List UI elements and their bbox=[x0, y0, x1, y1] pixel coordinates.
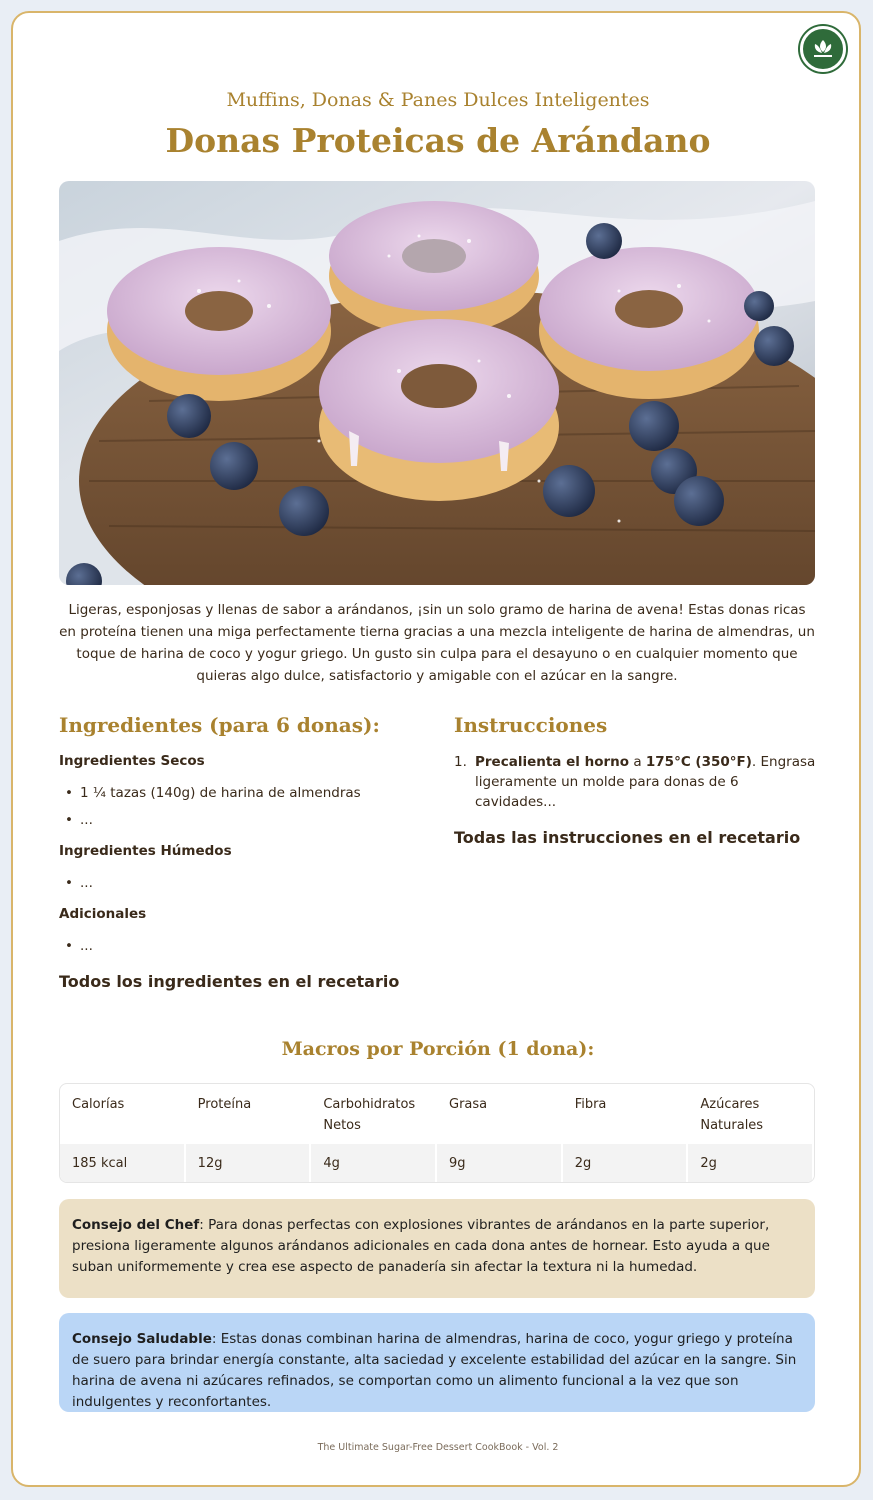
table-cell: 2g bbox=[688, 1144, 814, 1183]
brand-logo bbox=[800, 26, 846, 72]
ingredients-section bbox=[59, 713, 419, 991]
macros-heading: Macros por Porción (1 dona): bbox=[281, 1038, 595, 1060]
table-row bbox=[60, 1144, 814, 1183]
instructions-cta: Todas las instrucciones en el recetario bbox=[454, 828, 801, 847]
page-footer: The Ultimate Sugar-Free Dessert CookBook - Vol. 2 bbox=[317, 1442, 559, 1453]
ingredients-group-title: Adicionales bbox=[59, 906, 147, 922]
chef-tip-box bbox=[59, 1199, 815, 1298]
recipe-card bbox=[11, 11, 861, 1487]
health-tip-box bbox=[59, 1313, 815, 1412]
macros-table bbox=[59, 1083, 815, 1183]
ingredients-group-title: Ingredientes Secos bbox=[59, 753, 205, 769]
instructions-section bbox=[454, 713, 816, 847]
table-cell: 9g bbox=[437, 1144, 563, 1183]
list-item: • 1 ¼ tazas (140g) de harina de almendras bbox=[65, 783, 419, 803]
ingredients-heading: Ingredientes (para 6 donas): bbox=[59, 713, 380, 737]
table-header-cell: Fibra bbox=[563, 1084, 689, 1144]
chef-tip-label: Consejo del Chef bbox=[72, 1217, 200, 1233]
table-cell: 2g bbox=[563, 1144, 689, 1183]
instructions-list bbox=[454, 752, 816, 812]
list-item: • ... bbox=[65, 810, 419, 830]
ingredients-group-title: Ingredientes Húmedos bbox=[59, 843, 232, 859]
ingredients-list bbox=[65, 783, 419, 830]
table-header-cell: Carbohidratos Netos bbox=[311, 1084, 437, 1144]
list-item: • ... bbox=[65, 873, 419, 893]
table-cell: 185 kcal bbox=[60, 1144, 186, 1183]
instructions-heading: Instrucciones bbox=[454, 713, 608, 737]
table-cell: 4g bbox=[311, 1144, 437, 1183]
step-text: . Engrasa ligeramente un molde para donas de 6 cavidades... bbox=[475, 754, 816, 810]
table-header-cell: Calorías bbox=[60, 1084, 186, 1144]
table-header-cell: Proteína bbox=[186, 1084, 312, 1144]
leaf-logo-icon bbox=[806, 32, 840, 66]
step-bold-text: Precalienta el horno bbox=[475, 754, 630, 770]
ingredients-cta: Todos los ingredientes en el recetario bbox=[59, 972, 400, 991]
ingredients-list bbox=[65, 873, 419, 893]
step-text: a bbox=[629, 754, 646, 770]
chef-tip-text: : Para donas perfectas con explosiones vibrantes de arándanos en la parte superior, presiona ligeramente algunos arándanos adicionales en cada dona antes de hornear. Esto ayuda a que suban uniformemente y crea ese aspecto de panadería sin afectar la textura ni la humedad. bbox=[72, 1217, 770, 1275]
recipe-photo bbox=[59, 181, 815, 585]
step-bold-text: 175°C (350°F) bbox=[645, 754, 752, 770]
health-tip-text: : Estas donas combinan harina de almendras, harina de coco, yogur griego y proteína de suero para brindar energía constante, alta saciedad y excelente estabilidad del azúcar en la sangre. Sin harina de avena ni azúcares refinados, se comportan como un alimento funcional a la vez que son indulgentes y reconfortantes. bbox=[72, 1331, 797, 1410]
table-header-cell: Grasa bbox=[437, 1084, 563, 1144]
table-header-row bbox=[60, 1084, 814, 1144]
list-item bbox=[454, 752, 816, 812]
table-header-cell: Azúcares Naturales bbox=[688, 1084, 814, 1144]
ingredients-list bbox=[65, 936, 419, 956]
list-item: • ... bbox=[65, 936, 419, 956]
health-tip-label: Consejo Saludable bbox=[72, 1331, 212, 1347]
table-cell: 12g bbox=[186, 1144, 312, 1183]
book-subtitle: Muffins, Donas & Panes Dulces Inteligentes bbox=[226, 89, 650, 111]
recipe-title: Donas Proteicas de Arándano bbox=[165, 121, 711, 160]
recipe-intro: Ligeras, esponjosas y llenas de sabor a arándanos, ¡sin un solo gramo de harina de avena! Estas donas ricas en proteína tienen una miga perfectamente tierna gracias a una mezcla inteligente de harina de almendras, un toque de harina de coco y yogur griego. Un gusto sin culpa para el desayuno o en cualquier momento que quieras algo dulce, satisfactorio y amigable con el azúcar en la sangre. bbox=[59, 602, 815, 684]
step-number: 1. bbox=[454, 754, 467, 770]
